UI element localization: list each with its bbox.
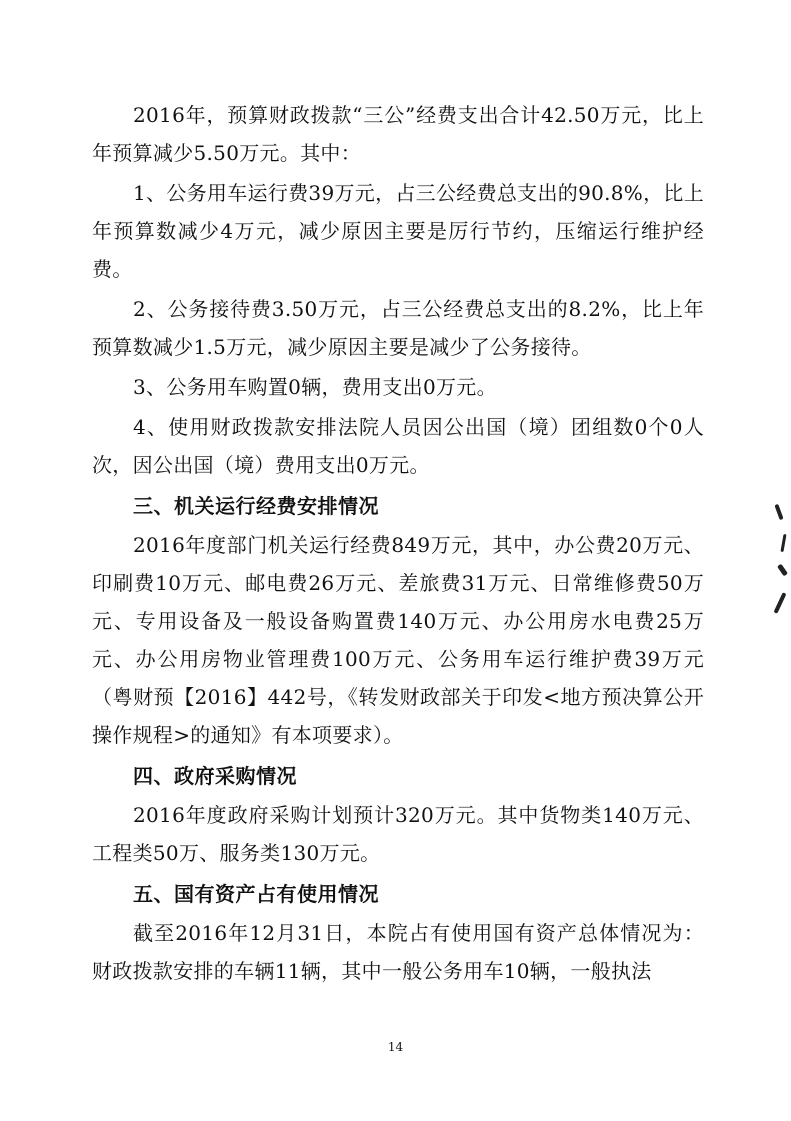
section-heading-operating-funds: 三、机关运行经费安排情况 [133,494,379,518]
page-number: 14 [387,1040,404,1054]
document-body [92,96,704,990]
paragraph-vehicle-purchase: 3、公务用车购置0辆，费用支出0万元。 [133,375,497,399]
paragraph-reception: 2、公务接待费3.50万元，占三公经费总支出的8.2%，比上年预算数减少1.5万元，减少原因主要是减少了公务接待。 [92,297,704,359]
section-heading-state-assets: 五、国有资产占有使用情况 [133,882,379,906]
section-heading-procurement: 四、政府采购情况 [133,764,297,788]
paragraph-state-assets: 截至2016年12月31日，本院占有使用国有资产总体情况为：财政拨款安排的车辆11辆，其中一般公务用车10辆，一般执法 [92,921,704,983]
paragraph-procurement: 2016年度政府采购计划预计320万元。其中货物类140万元、工程类50万、服务类130万元。 [92,803,704,865]
scan-edge-marks [773,500,791,620]
paragraph-overseas: 4、使用财政拨款安排法院人员因公出国（境）团组数0个0人次，因公出国（境）费用支出0万元。 [92,415,704,477]
paragraph-vehicle-operation: 1、公务用车运行费39万元，占三公经费总支出的90.8%，比上年预算数减少4万元，减少原因主要是厉行节约，压缩运行维护经费。 [92,181,705,281]
paragraph-operating-funds: 2016年度部门机关运行经费849万元，其中，办公费20万元、印刷费10万元、邮电费26万元、差旅费31万元、日常维修费50万元、专用设备及一般设备购置费140万元、办公用房水电费25万元、办公用房物业管理费100万元、公务用车运行维护费39万元（粤财预【2016】442号，《转发财政部关于印发<地方预决算公开操作规程>的通知》有本项要求）。 [92,533,704,747]
paragraph-three-public-total: 2016年，预算财政拨款“三公”经费支出合计42.50万元，比上年预算减少5.50万元。其中： [92,103,704,165]
